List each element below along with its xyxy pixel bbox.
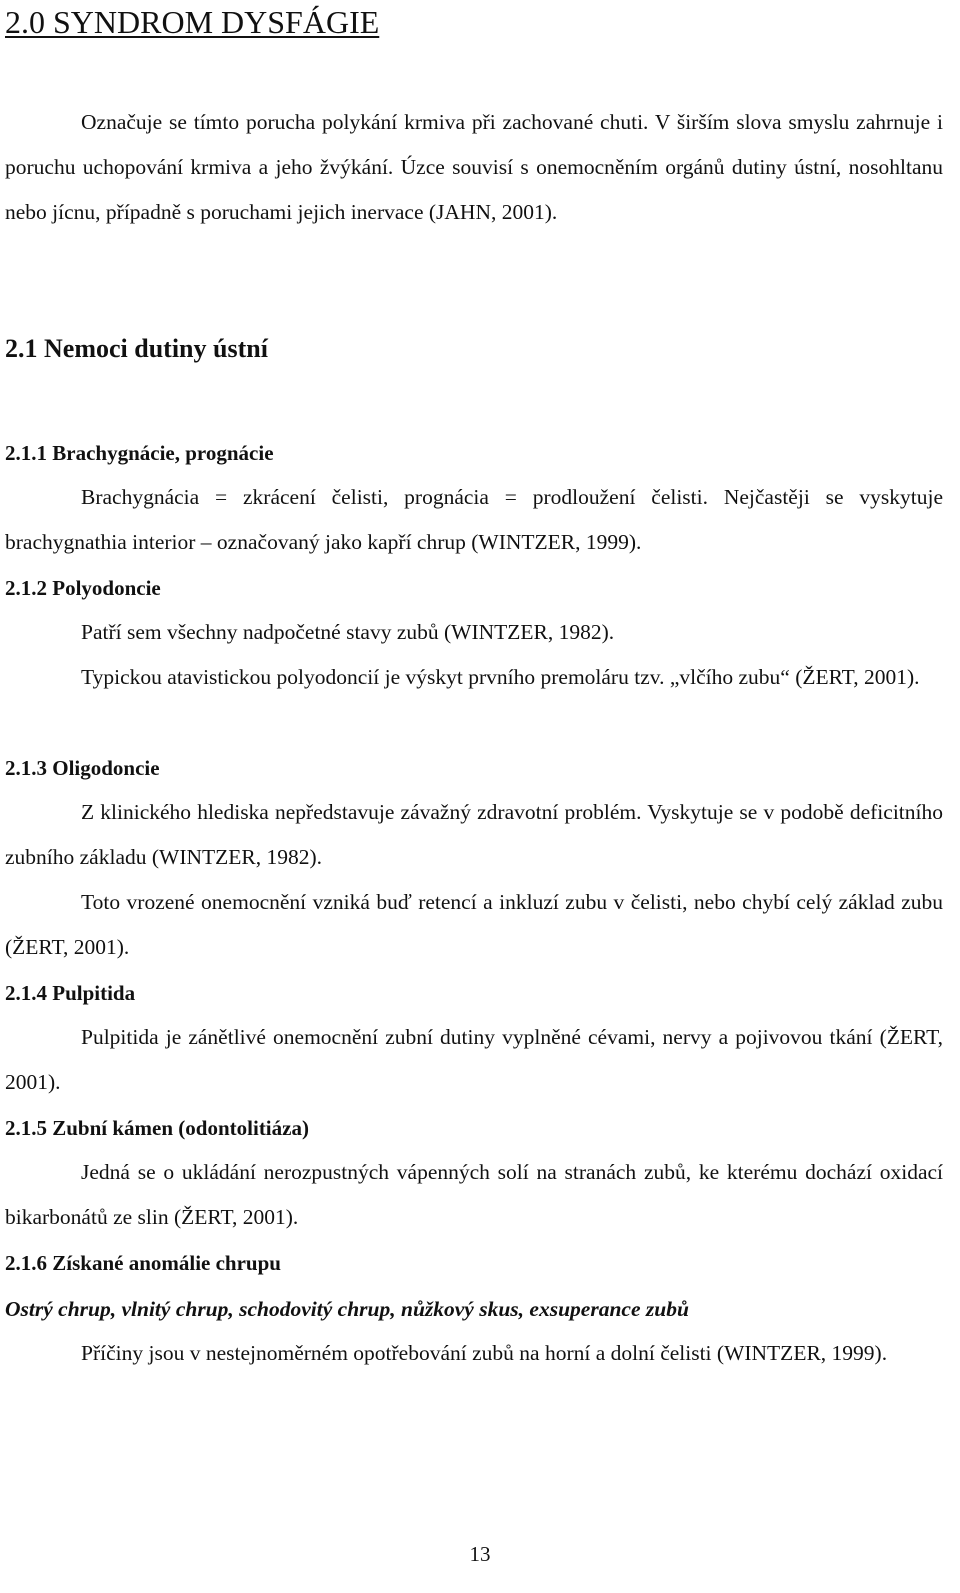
paragraph-zubni-kamen: Jedná se o ukládání nerozpustných vápenných solí na stranách zubů, ke kterému dochází oxidací bikarbonátů ze slin (ŽERT, 2001). <box>5 1160 943 1229</box>
subsection-heading-brachygnacie: 2.1.1 Brachygnácie, prognácie <box>5 441 274 465</box>
paragraph-anomalie: Příčiny jsou v nestejnoměrném opotřebování zubů na horní a dolní čelisti (WINTZER, 1999). <box>81 1341 888 1365</box>
paragraph-brachygnacie: Brachygnácia = zkrácení čelisti, prognácia = prodloužení čelisti. Nejčastěji se vyskytuje brachygnathia interior – označovaný jako kapří chrup (WINTZER, 1999). <box>5 485 943 554</box>
intro-paragraph: Označuje se tímto porucha polykání krmiva při zachované chuti. V širším slova smyslu zahrnuje i poruchu uchopování krmiva a jeho žvýkání. Úzce souvisí s onemocněním orgánů dutiny ústní, nosohltanu nebo jícnu, případně s poruchami jejich inervace (JAHN, 2001). <box>5 110 943 224</box>
paragraph-polyodoncie-2: Typickou atavistickou polyodoncií je výskyt prvního premoláru tzv. „vlčího zubu“ (ŽERT, 2001). <box>81 665 920 689</box>
subsection-heading-polyodoncie: 2.1.2 Polyodoncie <box>5 576 161 600</box>
subsection-heading-zubni-kamen: 2.1.5 Zubní kámen (odontolitiáza) <box>5 1116 309 1140</box>
paragraph-oligodoncie-1: Z klinického hlediska nepředstavuje závažný zdravotní problém. Vyskytuje se v podobě deficitního zubního základu (WINTZER, 1982). <box>5 800 943 869</box>
section-heading: 2.1 Nemoci dutiny ústní <box>5 334 268 363</box>
subsection-heading-oligodoncie: 2.1.3 Oligodoncie <box>5 756 160 780</box>
page-number: 13 <box>469 1542 491 1566</box>
paragraph-polyodoncie-1: Patří sem všechny nadpočetné stavy zubů (WINTZER, 1982). <box>81 620 615 644</box>
paragraph-oligodoncie-2: Toto vrozené onemocnění vzniká buď retencí a inkluzí zubu v čelisti, nebo chybí celý základ zubu (ŽERT, 2001). <box>5 890 943 959</box>
anomalie-subtitle: Ostrý chrup, vlnitý chrup, schodovitý chrup, nůžkový skus, exsuperance zubů <box>5 1297 689 1321</box>
paragraph-pulpitida: Pulpitida je zánětlivé onemocnění zubní dutiny vyplněné cévami, nervy a pojivovou tkání (ŽERT, 2001). <box>5 1025 943 1094</box>
subsection-heading-anomalie: 2.1.6 Získané anomálie chrupu <box>5 1251 281 1275</box>
subsection-heading-pulpitida: 2.1.4 Pulpitida <box>5 981 136 1005</box>
chapter-heading: 2.0 SYNDROM DYSFÁGIE <box>5 4 380 40</box>
